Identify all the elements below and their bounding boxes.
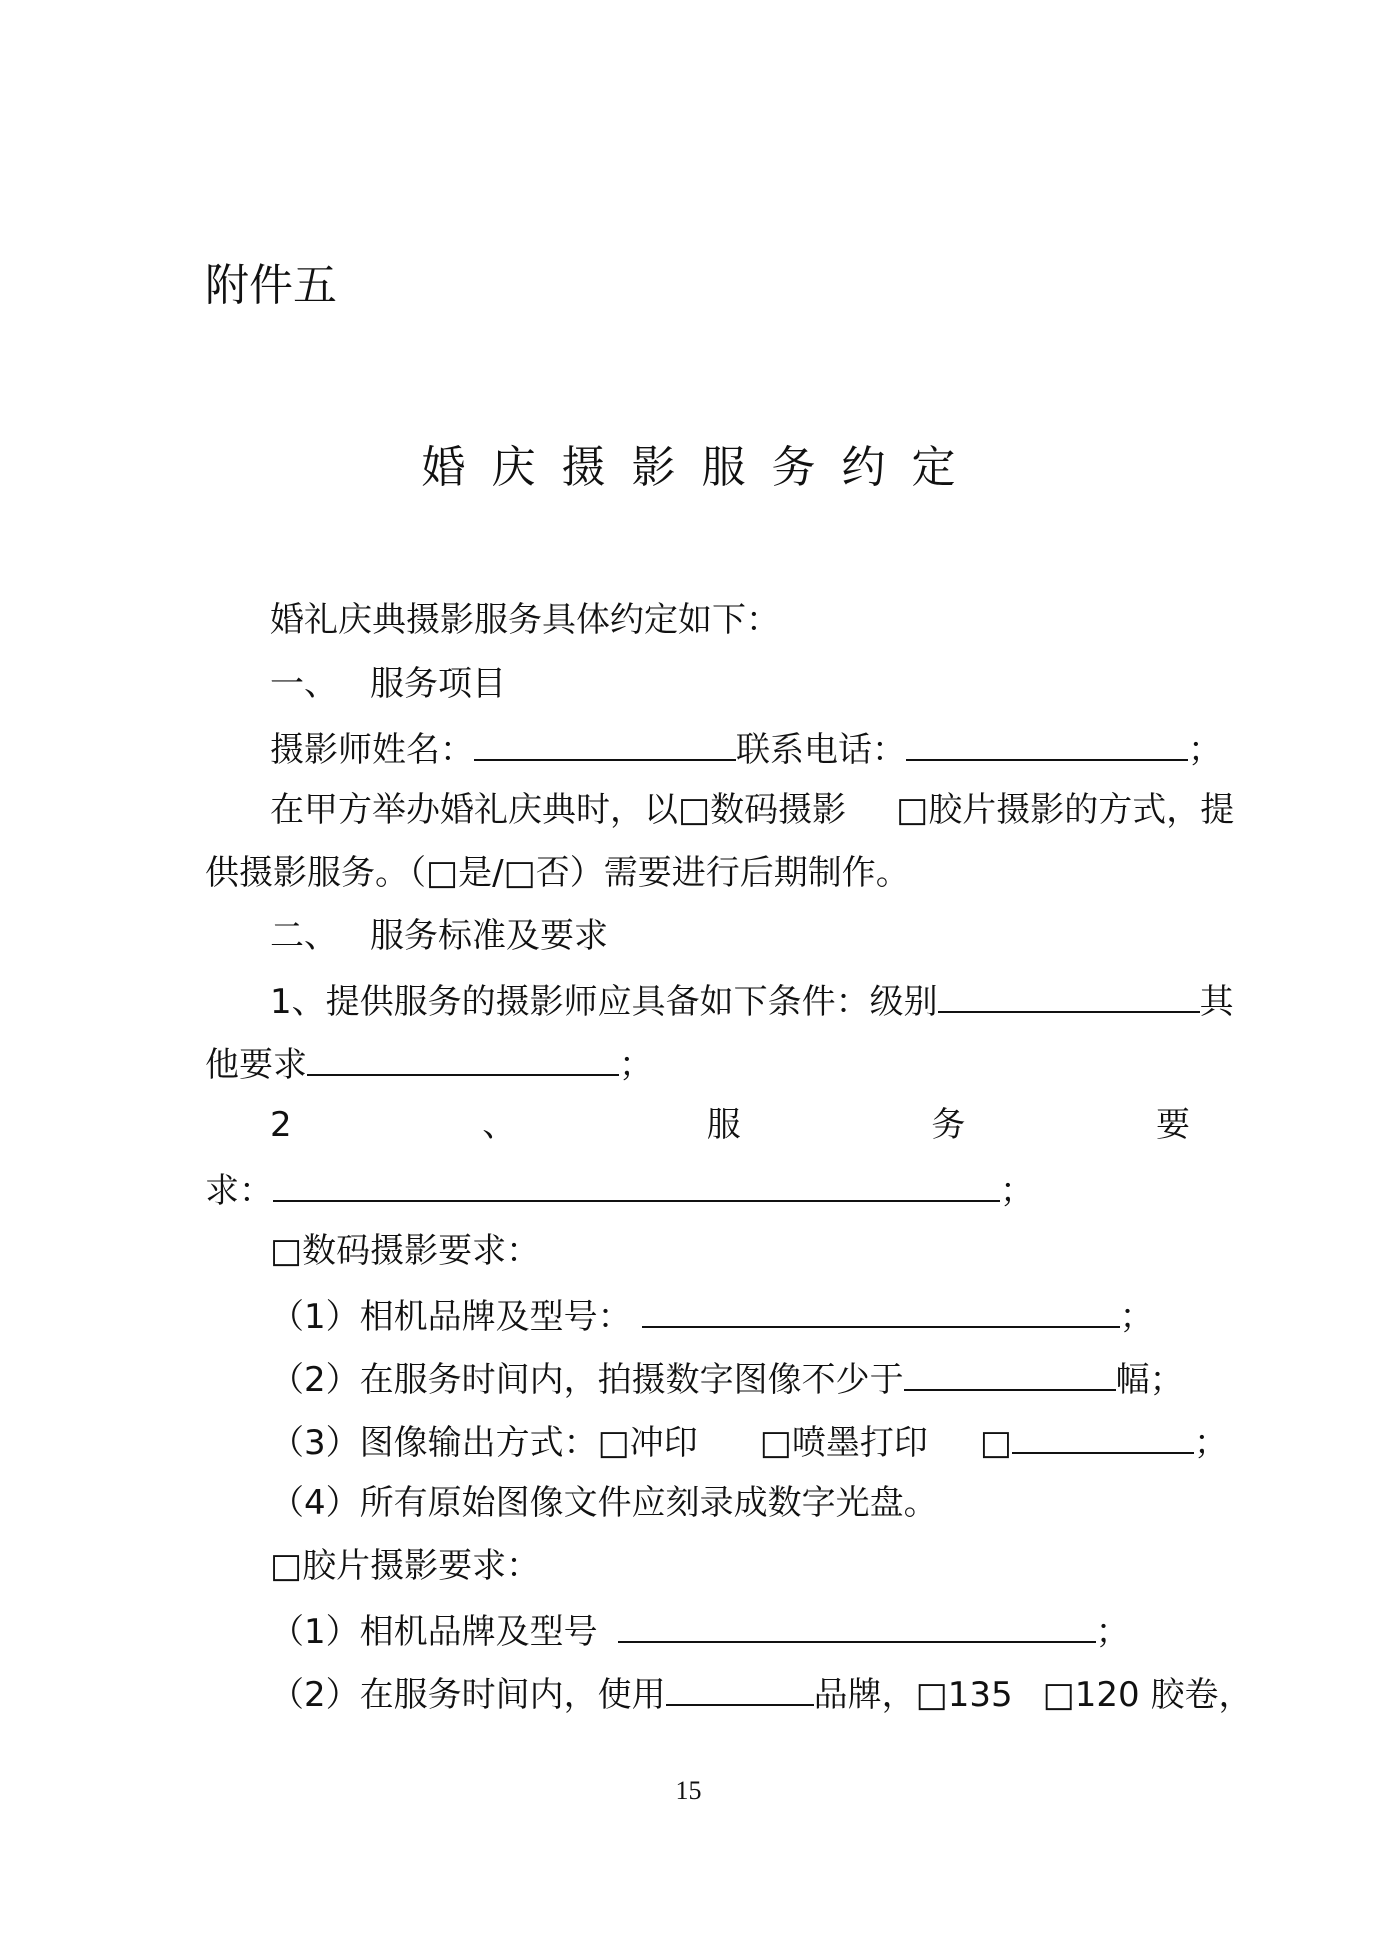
digital-item3 bbox=[270, 1418, 1228, 1465]
photographer-name-label: 摄影师姓名： bbox=[270, 730, 474, 770]
service-requirement-blank[interactable] bbox=[273, 1166, 1000, 1202]
page-number: 15 bbox=[675, 1776, 702, 1805]
section1-title: 服务项目 bbox=[370, 664, 506, 704]
requirement2-continued bbox=[205, 1166, 1034, 1213]
method-text-b: □胶片摄影的方式，提 bbox=[896, 790, 1235, 830]
film-camera-label: （1）相机品牌及型号 bbox=[270, 1612, 598, 1652]
phone-label: 联系电话： bbox=[736, 730, 906, 770]
method-text-a: 在甲方举办婚礼庆典时，以□数码摄影 bbox=[270, 790, 847, 830]
output-inkjet-option[interactable]: □喷墨打印 bbox=[759, 1423, 928, 1463]
digital-item1-end: ； bbox=[1119, 1297, 1154, 1337]
digital-camera-label: （1）相机品牌及型号： bbox=[270, 1297, 632, 1337]
requirement2-label: 求： bbox=[205, 1171, 273, 1211]
digital-item2-end: 幅； bbox=[1115, 1360, 1184, 1400]
digital-heading: □数码摄影要求： bbox=[270, 1231, 541, 1271]
phone-end: ； bbox=[1188, 730, 1222, 770]
output-print-option[interactable]: （3）图像输出方式：□冲印 bbox=[270, 1423, 698, 1463]
requirement2-char: 服 bbox=[706, 1105, 741, 1145]
requirement2-end: ； bbox=[1000, 1171, 1034, 1211]
method-line bbox=[270, 788, 1234, 832]
digital-camera-blank[interactable] bbox=[642, 1292, 1120, 1328]
digital-item1 bbox=[270, 1292, 1154, 1339]
requirement1-line bbox=[270, 977, 1234, 1024]
requirement1-tail: 其 bbox=[1199, 982, 1234, 1022]
section1-heading bbox=[270, 662, 506, 706]
digital-count-blank[interactable] bbox=[904, 1355, 1116, 1391]
section2-heading bbox=[270, 914, 608, 958]
film-heading: □胶片摄影要求： bbox=[270, 1546, 541, 1586]
phone-blank[interactable] bbox=[906, 725, 1188, 761]
digital-item3-end: ； bbox=[1194, 1423, 1229, 1463]
photographer-line bbox=[270, 725, 1222, 772]
section2-number: 二、 bbox=[270, 916, 338, 956]
film-item1 bbox=[270, 1607, 1130, 1654]
photographer-name-blank[interactable] bbox=[474, 725, 736, 761]
requirement2-char: 要 bbox=[1155, 1105, 1190, 1145]
film-brand-blank[interactable] bbox=[666, 1670, 814, 1706]
other-requirements-blank[interactable] bbox=[307, 1040, 619, 1076]
section1-number: 一、 bbox=[270, 664, 338, 704]
requirement2-line bbox=[270, 1103, 1190, 1147]
requirement1-end: ； bbox=[619, 1045, 653, 1085]
output-other-option[interactable]: □ bbox=[979, 1423, 1013, 1463]
requirement1-continued bbox=[205, 1040, 653, 1087]
method-line-continued: 供摄影服务。（□是/□否）需要进行后期制作。 bbox=[205, 853, 910, 893]
digital-count-label: （2）在服务时间内，拍摄数字图像不少于 bbox=[270, 1360, 904, 1400]
film-brand-label: （2）在服务时间内，使用 bbox=[270, 1675, 666, 1715]
other-requirements-label: 他要求 bbox=[205, 1045, 307, 1085]
requirement2-char: 务 bbox=[931, 1105, 966, 1145]
film-120-option[interactable]: □120 胶卷， bbox=[1042, 1675, 1253, 1715]
attachment-label: 附件五 bbox=[205, 260, 337, 311]
output-other-blank[interactable] bbox=[1012, 1418, 1194, 1454]
film-item1-end: ； bbox=[1095, 1612, 1130, 1652]
digital-item4: （4）所有原始图像文件应刻录成数字光盘。 bbox=[270, 1483, 938, 1523]
requirement2-char: 、 bbox=[482, 1105, 517, 1145]
requirement1-text: 1、提供服务的摄影师应具备如下条件：级别 bbox=[270, 982, 938, 1022]
document-title: 婚庆摄影服务约定 bbox=[421, 442, 982, 493]
section2-title: 服务标准及要求 bbox=[370, 916, 608, 956]
intro-paragraph: 婚礼庆典摄影服务具体约定如下： bbox=[270, 600, 780, 640]
level-blank[interactable] bbox=[938, 977, 1200, 1013]
film-item2 bbox=[270, 1670, 1253, 1717]
film-camera-blank[interactable] bbox=[618, 1607, 1096, 1643]
requirement2-char: 2 bbox=[270, 1105, 292, 1145]
digital-item2 bbox=[270, 1355, 1184, 1402]
film-135-option[interactable]: 品牌，□135 bbox=[813, 1675, 1013, 1715]
